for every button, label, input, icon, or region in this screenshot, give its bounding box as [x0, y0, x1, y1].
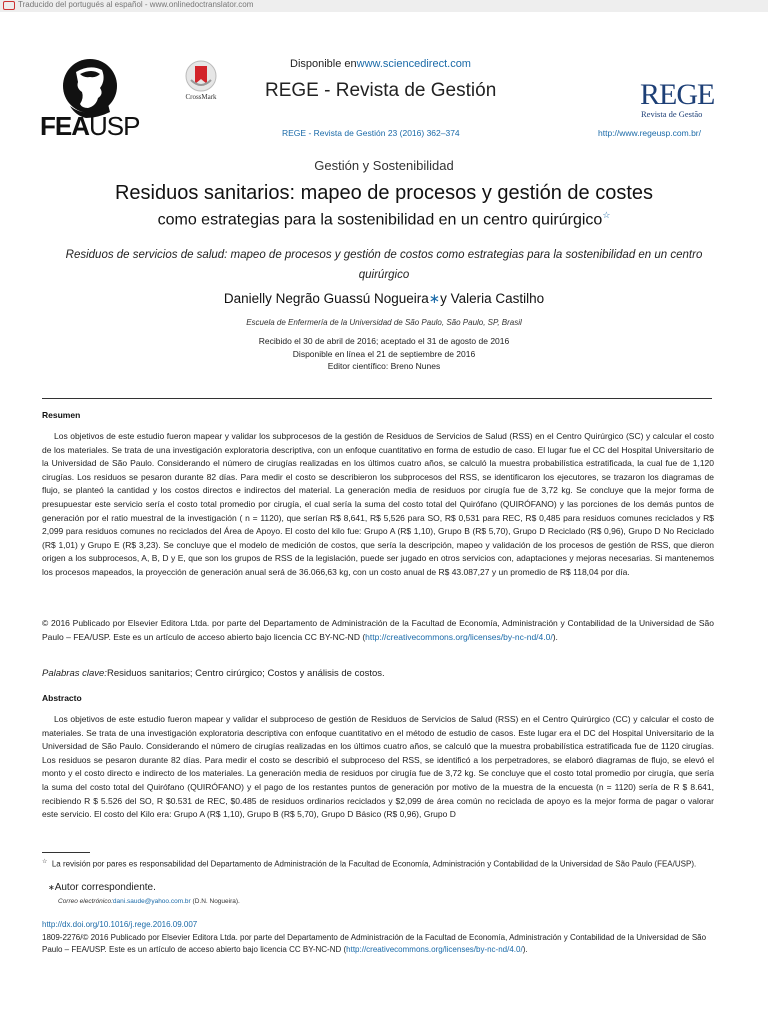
- author-1[interactable]: Danielly Negrão Guassú Nogueira: [223, 291, 429, 306]
- article-section: Gestión y Sostenibilidad: [314, 158, 454, 173]
- keywords-label: Palabras clave:: [42, 668, 107, 679]
- crossmark-icon: [178, 60, 224, 94]
- rege-logo-wordmark: REGE: [640, 78, 715, 111]
- footnote-rule: [42, 852, 90, 853]
- feausp-logo: [40, 58, 140, 140]
- online-date: Disponible en línea el 21 de septiembre de 2016: [292, 348, 476, 359]
- abstracto-heading: Abstracto: [42, 693, 82, 703]
- abstracto-body: Los objetivos de este estudio fueron mapear y validar el subproceso de gestión de Residuos de Servicios de Salud (RSS) en el Centro Quirúrgico (CC) y calcular el costo de materiales. Se trata de una investigación exploratoria descriptiva con enfoque cuantitativo en el método de estudio de casos. Este lugar era el DC del Hospital Universitario de la Universidad de São Paulo. Considerando el número de cirugías realizadas en los últimos cuatro años, se calculó que la muestra probabilística estratificada fue de 1120 cirugías. Los residuos se pesaron durante 82 días. Para medir el costo se describió el subproceso del RSS, se identificó a los perpetradores, se elaboró diagramas de flujo, se elevó el monto y el costo directo e indirecto de los materiales. La generación media de residuos por cirugía fue de 3,72 kg. Se concluye que el costo total promedio por cirugía, que sería la suma del costo total del Quirófano (QUIRÓFANO) y el pago de los restantes puntos de generación por motivo de la muestra de la encuesta (n = 1120) sería de R $ 8.641, recibiendo R $ 5.526 del SO, R $0.531 de REC, $0.485 de residuos ordinarios reciclados y $2,099 de área común no reciclada de apoyo es la mejor forma de pagar o valorar este servicio. El costo del Kilo era: Grupo A (R$ 1,10), Grupo B (R$ 5,70), Grupo D Básico (R$ 0,96), Grupo D: [42, 714, 714, 820]
- doi-link[interactable]: http://dx.doi.org/10.1016/j.rege.2016.09.007: [42, 920, 198, 929]
- footnote-peer-review: [42, 856, 714, 871]
- footnote-corresponding-mark: ∗: [48, 883, 55, 892]
- article-dates: [0, 335, 768, 373]
- header-divider: [42, 398, 712, 399]
- article-title-line2: [0, 210, 768, 229]
- title-footnote-mark[interactable]: ☆: [602, 210, 611, 220]
- keywords: [42, 668, 385, 679]
- keywords-text: Residuos sanitarios; Centro cirúrgico; Costos y análisis de costos.: [106, 668, 385, 679]
- translator-bar-text[interactable]: Traducido del portugués al español - www.onlinedoctranslator.com: [18, 0, 254, 9]
- resumen-copyright: [42, 617, 714, 644]
- received-date: Recibido el 30 de abril de 2016; aceptado el 31 de agosto de 2016: [258, 336, 510, 346]
- rege-logo: [640, 80, 714, 120]
- article-subtitle: Residuos de servicios de salud: mapeo de procesos y gestión de costos como estrategias para la sostenibilidad en un centro quirúrgico: [65, 249, 703, 281]
- copyright-end: ).: [552, 631, 558, 642]
- journal-citation-link[interactable]: REGE - Revista de Gestión 23 (2016) 362–374: [282, 128, 460, 138]
- footnote-email: [58, 898, 240, 905]
- translator-bar: [0, 0, 768, 12]
- email-name: (D.N. Nogueira).: [190, 898, 240, 905]
- rege-logo-subtitle: Revista de Gestão: [641, 109, 703, 119]
- footnote-corresponding: [48, 882, 156, 893]
- rights-text: 1809-2276/© 2016 Publicado por Elsevier Editora Ltda. por parte del Departamento de Administración de la Facultad de Economía, Administración y Contabilidad de la Universidad de São Paulo – FEA/USP. Este es un artículo de acceso abierto bajo licencia CC BY-NC-ND (: [42, 933, 707, 954]
- author-list: [0, 291, 768, 307]
- resumen-heading: Resumen: [42, 410, 81, 420]
- rights-statement: [42, 932, 714, 956]
- email-label: Correo electrónico:: [58, 898, 113, 905]
- scientific-editor: Editor científico: Breno Nunes: [327, 361, 441, 371]
- affiliation: Escuela de Enfermería de la Universidad de São Paulo, São Paulo, SP, Brasil: [246, 318, 522, 327]
- availability-prefix: Disponible en: [290, 58, 357, 70]
- author-2[interactable]: y Valeria Castilho: [440, 291, 545, 306]
- footnote-corresponding-text: Autor correspondiente.: [54, 882, 156, 893]
- article-title-line1: Residuos sanitarios: mapeo de procesos y gestión de costes: [114, 182, 654, 204]
- availability-line: [290, 58, 471, 70]
- translate-document-icon: [3, 1, 15, 10]
- license-link[interactable]: http://creativecommons.org/licenses/by-nc-nd/4.0/: [365, 631, 553, 642]
- crossmark-label: CrossMark: [185, 93, 217, 101]
- rights-end: ).: [522, 945, 528, 954]
- footnote-peer-review-mark: ☆: [42, 859, 48, 865]
- journal-url-link[interactable]: http://www.regeusp.com.br/: [598, 128, 701, 138]
- rights-license-link[interactable]: http://creativecommons.org/licenses/by-nc-nd/4.0/: [346, 945, 523, 954]
- feausp-wordmark: FEAUSP: [40, 111, 140, 141]
- crossmark-badge[interactable]: [178, 60, 224, 104]
- article-title-line2-text: como estrategias para la sostenibilidad en un centro quirúrgico: [157, 211, 603, 229]
- sciencedirect-link[interactable]: www.sciencedirect.com: [356, 58, 471, 70]
- footnote-peer-review-text: La revisión por pares es responsabilidad del Departamento de Administración de la Facultad de Economía, Administración y Contabilidad de la Universidad de São Paulo (FEA/USP).: [51, 859, 697, 869]
- journal-title: REGE - Revista de Gestión: [265, 80, 497, 101]
- email-link[interactable]: dani.saude@yahoo.com.br: [112, 898, 191, 905]
- resumen-body: Los objetivos de este estudio fueron mapear y validar los subprocesos de la gestión de Residuos de Servicios de Salud (RSS) en el Centro Quirúrgico (SC) y calcular el costo de los materiales. Se trata de una investigación exploratoria descriptiva, con un enfoque cuantitativo en forma de estudio de caso. El lugar fue el CC del Hospital Universitario de la Universidad de São Paulo. Considerando el número de cirugías realizadas en los últimos cuatro años, se calculó la muestra probabilística estratificada, la cual fue de 1,120 cirugías. Los residuos se pesaron durante 82 días. Para medir el costo se describieron los subprocesos del RSS, se identificaron los ejecutores, se trazaron los diagramas de flujo, se planteó la cantidad y los costos directos e indirectos del material. La generación media de residuos por cirugía fue de 3,72 kg. Se concluye que la mejor forma de presupuestar este servicio sería el costo total promedio por cirugía, el cual sería la suma del costo total del Quirófano (QUIRÓFANO) y las porciones de los demás puntos de generación por el ratio muestral de la investigación ( n = 1120), que serían R$ 8,641, R$ 5,526 para SO, R$ 0,531 para REC, R$ 0,485 para residuos comunes reciclados y R$ 2,099 para residuos comunes no reciclados del Área de Apoyo. El costo del kilo fue: Grupo A (R$ 1,10), Grupo B (R$ 5,70), Grupo D Reciclado (R$ 0,96), Grupo D No Reciclado (R$ 1,01) y Grupo E (R$ 3,23). Se concluye que el modelo de medición de costos, que sería la descripción, mapeo y validación de los procesos de gestión de RSS, que dieron origen a los subprocesos, A, B, D y E, que son los grupos de RSS de la legislación, puede ser jugado en otros servicios con, adaptaciones y mejoras necesarias. Si mantenemos los procesos mapeados, la proyección de generación anual será de 36.066,63 kg, con un costo anual de R$ 43.087,27 y un promedio de R$ 118,04 por día.: [42, 431, 714, 577]
- corresponding-author-mark[interactable]: ∗: [428, 291, 441, 306]
- copyright-text: © 2016 Publicado por Elsevier Editora Ltda. por parte del Departamento de Administración de la Facultad de Economía, Administración y Contabilidad de la Universidad de São Paulo – FEA/USP. Este es un artículo de acceso abierto bajo licencia CC BY-NC-ND (: [42, 618, 714, 642]
